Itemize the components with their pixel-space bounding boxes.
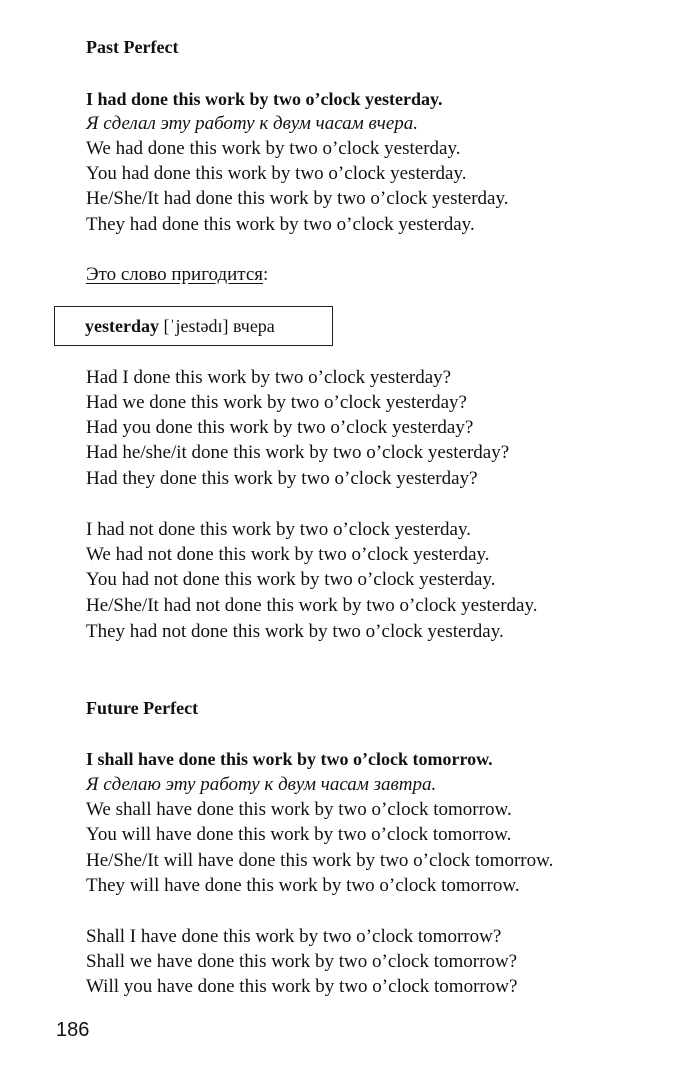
affirmative-line: They will have done this work by two o’clock tomorrow. bbox=[86, 875, 520, 896]
affirmative-line: We had done this work by two o’clock yesterday. bbox=[86, 138, 461, 159]
question-line: Will you have done this work by two o’clock tomorrow? bbox=[86, 976, 518, 997]
affirmative-line: You will have done this work by two o’clock tomorrow. bbox=[86, 824, 512, 845]
question-line: Had you done this work by two o’clock yesterday? bbox=[86, 417, 474, 438]
section-heading-future-perfect: Future Perfect bbox=[86, 698, 199, 718]
question-line: Had we done this work by two o’clock yesterday? bbox=[86, 392, 467, 413]
translation-line: Я сделал эту работу к двум часам вчера. bbox=[86, 113, 419, 134]
negative-line: You had not done this work by two o’clock yesterday. bbox=[86, 569, 496, 590]
negative-line: I had not done this work by two o’clock yesterday. bbox=[86, 519, 472, 540]
negative-line: He/She/It had not done this work by two o’clock yesterday. bbox=[86, 595, 538, 616]
section-heading-past-perfect: Past Perfect bbox=[86, 37, 179, 57]
affirmative-line: He/She/It had done this work by two o’clock yesterday. bbox=[86, 188, 509, 209]
vocab-intro bbox=[86, 262, 268, 287]
vocab-box bbox=[54, 306, 333, 346]
affirmative-line: They had done this work by two o’clock yesterday. bbox=[86, 214, 475, 235]
negative-line: We had not done this work by two o’clock yesterday. bbox=[86, 544, 490, 565]
example-sentence: I had done this work by two o’clock yesterday. bbox=[86, 89, 443, 109]
affirmative-line: We shall have done this work by two o’clock tomorrow. bbox=[86, 799, 512, 820]
question-line: Had they done this work by two o’clock yesterday? bbox=[86, 468, 478, 489]
translation-line: Я сделаю эту работу к двум часам завтра. bbox=[86, 774, 437, 795]
negative-line: They had not done this work by two o’clock yesterday. bbox=[86, 621, 504, 642]
question-line: Shall we have done this work by two o’clock tomorrow? bbox=[86, 951, 518, 972]
question-line: Had I done this work by two o’clock yesterday? bbox=[86, 367, 452, 388]
vocab-word: yesterday bbox=[85, 316, 159, 336]
vocab-meaning: вчера bbox=[232, 316, 275, 336]
vocab-transcription: [ˈjestədɪ] bbox=[163, 316, 229, 336]
question-line: Shall I have done this work by two o’clock tomorrow? bbox=[86, 926, 502, 947]
vocab-intro-colon: : bbox=[263, 264, 269, 285]
affirmative-line: You had done this work by two o’clock yesterday. bbox=[86, 163, 467, 184]
example-sentence: I shall have done this work by two o’clock tomorrow. bbox=[86, 749, 493, 769]
affirmative-line: He/She/It will have done this work by two o’clock tomorrow. bbox=[86, 850, 554, 871]
vocab-intro-text: Это слово пригодится bbox=[86, 264, 264, 285]
page-number: 186 bbox=[56, 1019, 90, 1041]
question-line: Had he/she/it done this work by two o’clock yesterday? bbox=[86, 442, 510, 463]
vocab-entry bbox=[85, 315, 275, 337]
